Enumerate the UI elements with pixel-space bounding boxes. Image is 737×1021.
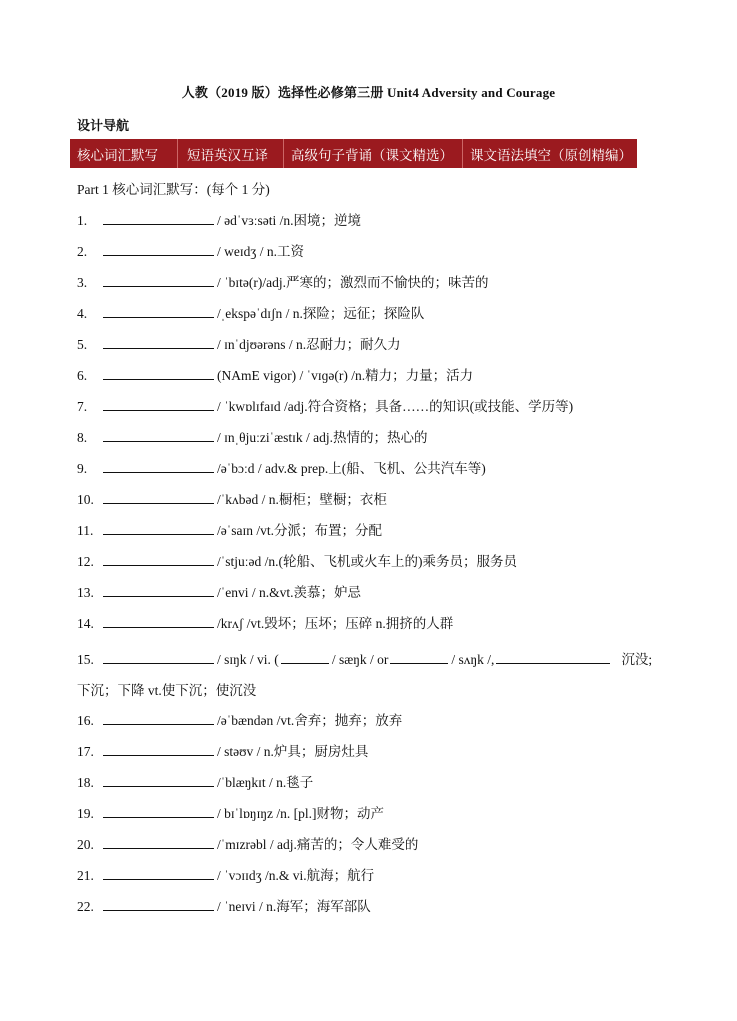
item-number: 17. (77, 744, 94, 759)
list-item (77, 864, 374, 884)
item-text: (NAmE vigor) / ˈvɪɡə(r) /n.精力；力量；活力 (217, 368, 474, 383)
answer-blank[interactable] (103, 459, 214, 473)
answer-blank-past-participle[interactable] (390, 650, 448, 664)
item-number: 10. (77, 492, 94, 507)
list-item (77, 771, 313, 791)
item-text: / ˈkwɒlɪfaɪd /adj.符合资格；具备……的知识(或技能、学历等) (217, 399, 574, 414)
list-item (77, 209, 361, 229)
answer-blank-past[interactable] (281, 650, 329, 664)
answer-blank[interactable] (103, 490, 214, 504)
item-text: / sæŋk / or (331, 652, 389, 667)
item-number: 7. (77, 399, 88, 414)
list-item (77, 740, 368, 760)
design-navigation-heading: 设计导航 (77, 118, 130, 133)
answer-blank[interactable] (103, 583, 214, 597)
item-text: / weɪdʒ / n.工资 (217, 244, 304, 259)
tab-grammar-fill[interactable]: 课文语法填空（原创精编） (470, 147, 632, 164)
list-item (77, 709, 402, 729)
item-text: /ˈmɪzrəbl / adj.痛苦的；令人难受的 (217, 837, 419, 852)
list-item (77, 488, 387, 508)
list-item (77, 612, 453, 632)
item-number: 14. (77, 616, 94, 631)
item-number: 3. (77, 275, 88, 290)
item-text: /əˈsaɪn /vt.分派；布置；分配 (217, 523, 382, 538)
answer-blank[interactable] (103, 804, 214, 818)
list-item (77, 240, 304, 260)
item-text: / ədˈvɜːsəti /n.困境；逆境 (217, 213, 362, 228)
answer-blank[interactable] (103, 273, 214, 287)
item-text: / ˈvɔɪɪdʒ /n.& vi.航海；航行 (217, 868, 375, 883)
item-text: / bɪˈlɒŋɪŋz /n. [pl.]财物；动产 (217, 806, 385, 821)
item-text: / sɪŋk / vi. ( (217, 652, 279, 667)
item-number: 6. (77, 368, 88, 383)
answer-blank[interactable] (103, 742, 214, 756)
answer-blank-extra[interactable] (496, 650, 610, 664)
item-text: / ˈbɪtə(r)/adj.严寒的；激烈而不愉快的；味苦的 (217, 275, 489, 290)
list-item (77, 895, 371, 915)
item-number: 2. (77, 244, 88, 259)
answer-blank[interactable] (103, 552, 214, 566)
list-item (77, 457, 486, 477)
item-number: 20. (77, 837, 94, 852)
item-text: / ˈneɪvi / n.海军；海军部队 (217, 899, 371, 914)
answer-blank[interactable] (103, 335, 214, 349)
answer-blank[interactable] (103, 773, 214, 787)
item-text: /ˈblæŋkɪt / n.毯子 (217, 775, 314, 790)
item-text: 沉没; (621, 652, 653, 667)
item-text: /ˈstjuːəd /n.(轮船、飞机或火车上的)乘务员；服务员 (217, 554, 517, 569)
answer-blank[interactable] (103, 521, 214, 535)
answer-blank[interactable] (103, 614, 214, 628)
item-text: /əˈbɔːd / adv.& prep.上(船、飞机、公共汽车等) (217, 461, 486, 476)
item-number: 13. (77, 585, 94, 600)
navigation-bar (70, 139, 637, 168)
answer-blank[interactable] (103, 711, 214, 725)
answer-blank[interactable] (103, 242, 214, 256)
item-number: 16. (77, 713, 94, 728)
list-item (77, 550, 517, 570)
item-number: 15. (77, 652, 94, 667)
list-item (77, 364, 473, 384)
list-item (77, 426, 427, 446)
item-15-continuation: 下沉；下降 vt.使下沉；使沉没 (77, 683, 257, 698)
item-number: 18. (77, 775, 94, 790)
item-text: / ɪnˈdjʊərəns / n.忍耐力；耐久力 (217, 337, 401, 352)
item-text: /ˌekspəˈdɪʃn / n.探险；远征；探险队 (217, 306, 425, 321)
item-number: 21. (77, 868, 94, 883)
tab-core-vocabulary[interactable]: 核心词汇默写 (70, 139, 178, 168)
item-text: / stəʊv / n.炉具；厨房灶具 (217, 744, 369, 759)
answer-blank[interactable] (103, 211, 214, 225)
list-item (77, 802, 384, 822)
item-number: 8. (77, 430, 88, 445)
tab-advanced-sentences[interactable]: 高级句子背诵（课文精选） (284, 139, 463, 168)
item-number: 1. (77, 213, 88, 228)
item-text: /krʌʃ /vt.毁坏；压坏；压碎 n.拥挤的人群 (217, 616, 454, 631)
list-item (77, 581, 361, 601)
answer-blank[interactable] (103, 397, 214, 411)
answer-blank[interactable] (103, 897, 214, 911)
list-item (77, 271, 488, 291)
item-number: 5. (77, 337, 88, 352)
item-text: / ɪnˌθjuːziˈæstɪk / adj.热情的；热心的 (217, 430, 428, 445)
item-text: /ˈenvi / n.&vt.羡慕；妒忌 (217, 585, 361, 600)
item-number: 4. (77, 306, 88, 321)
item-text: /əˈbændən /vt.舍弃；抛弃；放弃 (217, 713, 403, 728)
part-heading: Part 1 核心词汇默写：(每个 1 分) (77, 182, 270, 197)
item-text: / sʌŋk /, (451, 652, 495, 667)
tab-phrase-translation[interactable]: 短语英汉互译 (178, 139, 284, 168)
answer-blank[interactable] (103, 366, 214, 380)
item-number: 22. (77, 899, 94, 914)
list-item (77, 833, 418, 853)
list-item (77, 302, 424, 322)
answer-blank[interactable] (103, 428, 214, 442)
list-item (77, 395, 573, 415)
item-text: /ˈkʌbəd / n.橱柜；壁橱；衣柜 (217, 492, 387, 507)
item-number: 11. (77, 523, 94, 538)
list-item (77, 519, 382, 539)
item-number: 19. (77, 806, 94, 821)
list-item (77, 333, 401, 353)
document-title: 人教（2019 版）选择性必修第三册 Unit4 Adversity and Courage (181, 85, 556, 100)
item-number: 9. (77, 461, 88, 476)
answer-blank[interactable] (103, 304, 214, 318)
answer-blank[interactable] (103, 835, 214, 849)
item-number: 12. (77, 554, 94, 569)
answer-blank[interactable] (103, 650, 214, 664)
list-item-15 (77, 648, 652, 668)
answer-blank[interactable] (103, 866, 214, 880)
